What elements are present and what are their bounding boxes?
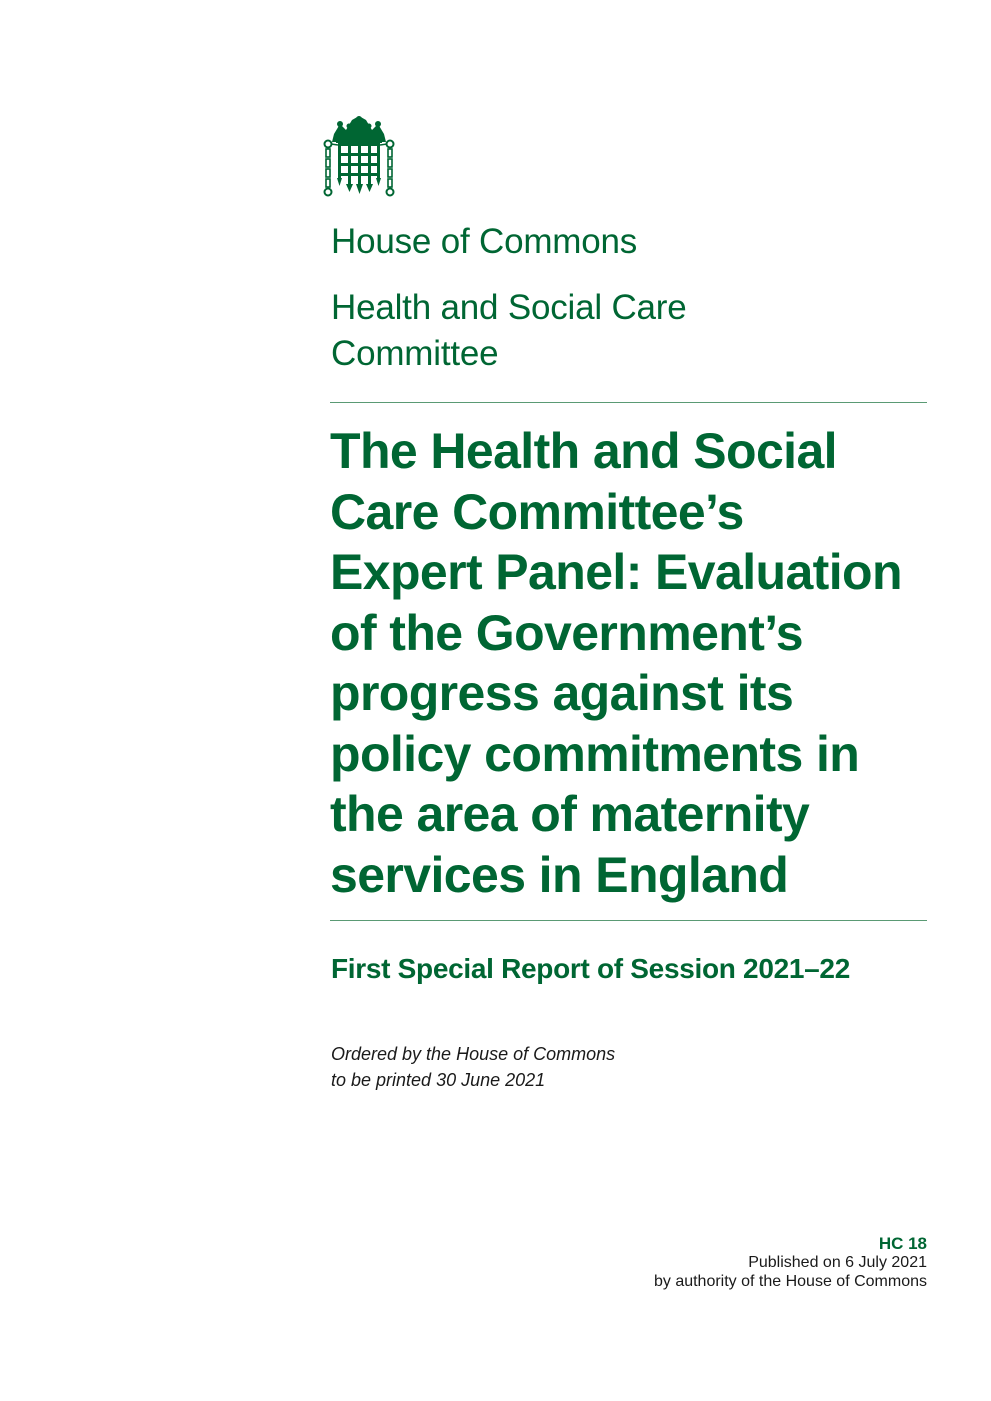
title-line: Expert Panel: Evaluation [330, 544, 902, 600]
title-line: progress against its [330, 665, 794, 721]
printing-order [331, 1041, 615, 1093]
divider-top [330, 402, 927, 403]
title-line: Care Committee’s [330, 483, 744, 540]
printing-order-line-1: Ordered by the House of Commons [331, 1044, 616, 1064]
committee-name-line-1: Health and Social Care [331, 288, 687, 327]
published-date: Published on 6 July 2021 [748, 1254, 927, 1271]
printing-order-line-2: to be printed 30 June 2021 [331, 1070, 546, 1090]
title-line: services in England [330, 846, 789, 903]
hc-number: HC 18 [878, 1234, 927, 1253]
publication-footer [654, 1234, 927, 1291]
title-line: the area of maternity [330, 786, 810, 842]
title-line: of the Government’s [330, 604, 803, 661]
title-line: The Health and Social [330, 423, 837, 479]
divider-bottom [330, 920, 927, 921]
portcullis-crest-icon [322, 116, 396, 198]
publication-authority: by authority of the House of Commons [653, 1273, 927, 1290]
report-session: First Special Report of Session 2021–22 [331, 953, 850, 984]
organisation-name: House of Commons [331, 222, 638, 261]
committee-name-line-2: Committee [331, 334, 499, 373]
report-title [330, 421, 940, 905]
committee-name [331, 285, 931, 377]
title-line: policy commitments in [330, 725, 860, 782]
